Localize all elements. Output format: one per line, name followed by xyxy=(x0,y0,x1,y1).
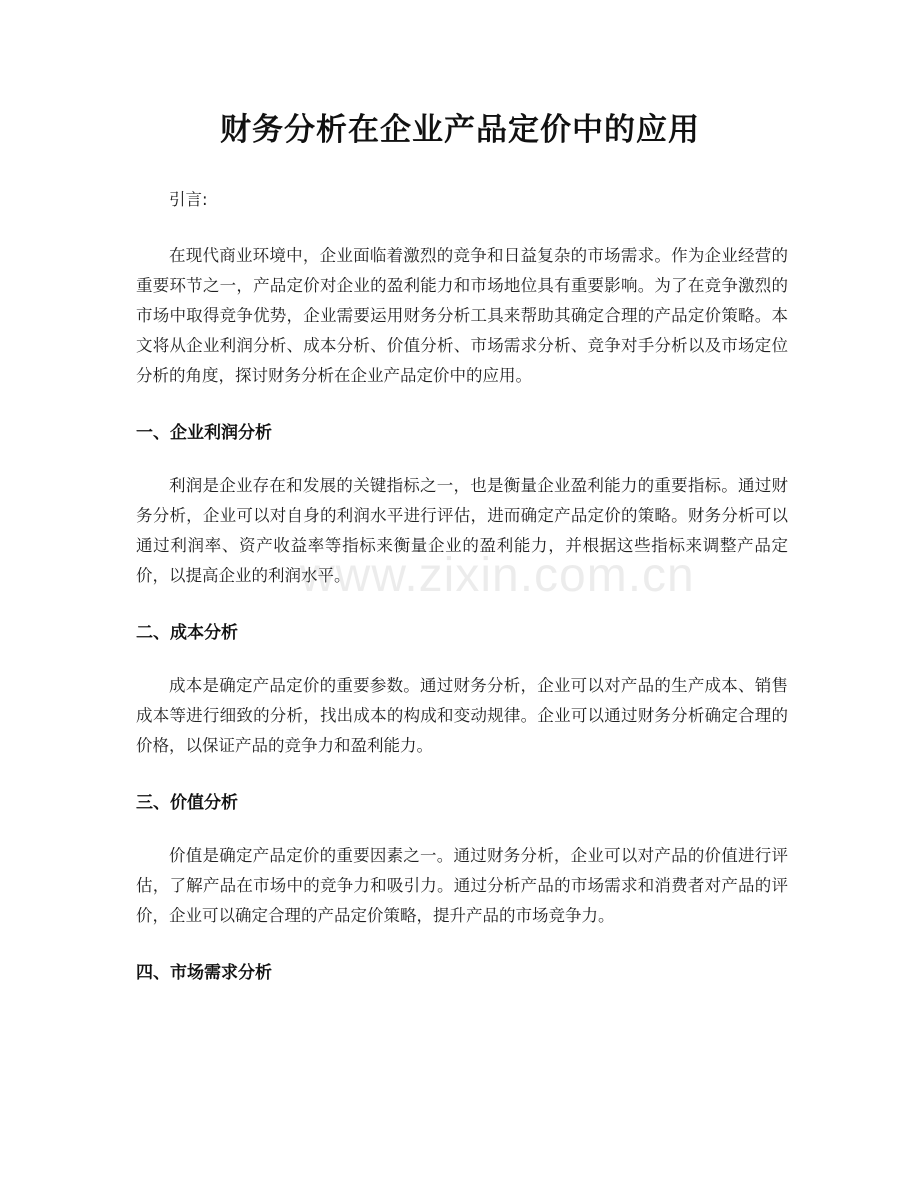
intro-label: 引言: xyxy=(169,190,208,209)
document-title: 财务分析在企业产品定价中的应用 xyxy=(220,112,700,148)
document-body xyxy=(136,185,788,988)
watermark-text: www.zixin.com.cn xyxy=(300,549,695,602)
section-paragraph-profit: 利润是企业存在和发展的关键指标之一，也是衡量企业盈利能力的重要指标。通过财务分析，企业可以对自身的利润水平进行评估，进而确定产品定价的策略。财务分析可以通过利润率、资产收益率等指标来衡量企业的盈利能力，并根据这些指标来调整产品定价，以提高企业的利润水平。 xyxy=(136,476,788,585)
intro-paragraph: 在现代商业环境中，企业面临着激烈的竞争和日益复杂的市场需求。作为企业经营的重要环节之一，产品定价对企业的盈利能力和市场地位具有重要影响。为了在竞争激烈的市场中取得竞争优势，企业需要运用财务分析工具来帮助其确定合理的产品定价策略。本文将从企业利润分析、成本分析、价值分析、市场需求分析、竞争对手分析以及市场定位分析的角度，探讨财务分析在企业产品定价中的应用。 xyxy=(136,246,788,385)
section-heading-cost: 二、成本分析 xyxy=(136,623,238,643)
section-paragraph-value: 价值是确定产品定价的重要因素之一。通过财务分析，企业可以对产品的价值进行评估，了解产品在市场中的竞争力和吸引力。通过分析产品的市场需求和消费者对产品的评价，企业可以确定合理的产品定价策略，提升产品的市场竞争力。 xyxy=(136,846,788,925)
section-heading-profit: 一、企业利润分析 xyxy=(136,423,272,443)
section-heading-value: 三、价值分析 xyxy=(136,793,238,813)
section-paragraph-cost: 成本是确定产品定价的重要参数。通过财务分析，企业可以对产品的生产成本、销售成本等进行细致的分析，找出成本的构成和变动规律。企业可以通过财务分析确定合理的价格，以保证产品的竞争力和盈利能力。 xyxy=(136,676,788,755)
section-heading-market-demand: 四、市场需求分析 xyxy=(136,963,272,983)
